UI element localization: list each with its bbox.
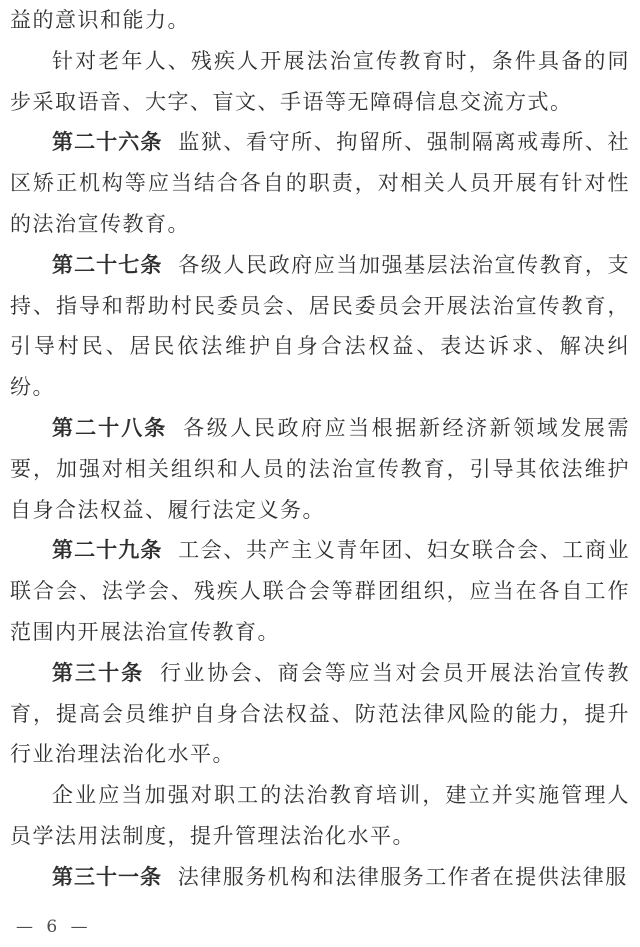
- article-paragraph: [10, 857, 630, 898]
- body-paragraph: [10, 41, 630, 123]
- paragraph-text: 各级人民政府应当根据新经济新领域发展需要，加强对相关组织和人员的法治宣传教育，引导其依法维护自身合法权益、履行法定义务。: [10, 415, 631, 522]
- paragraph-text: 各级人民政府应当加强基层法治宣传教育，支持、指导和帮助村民委员会、居民委员会开展法治宣传教育，引导村民、居民依法维护自身合法权益、表达诉求、解决纠纷。: [10, 252, 630, 400]
- paragraph-text: 工会、共产主义青年团、妇女联合会、工商业联合会、法学会、残疾人联合会等群团组织，应当在各自工作范围内开展法治宣传教育。: [10, 538, 630, 644]
- article-number: 第二十九条: [52, 538, 163, 563]
- continuation-paragraph: [10, 0, 630, 41]
- article-number: 第三十一条: [52, 864, 162, 889]
- article-paragraph: [10, 408, 630, 530]
- article-number: 第二十六条: [52, 130, 163, 155]
- article-number: 第三十条: [52, 660, 145, 685]
- article-paragraph: [10, 653, 630, 775]
- article-paragraph: [10, 122, 630, 244]
- article-paragraph: [10, 530, 630, 652]
- article-number: 第二十七条: [52, 252, 163, 277]
- article-paragraph: [10, 245, 630, 408]
- body-paragraph: [10, 775, 630, 857]
- paragraph-text: 益的意识和能力。: [10, 8, 190, 32]
- article-number: 第二十八条: [52, 415, 168, 440]
- paragraph-text: 企业应当加强对职工的法治教育培训，建立并实施管理人员学法用法制度，提升管理法治化水平。: [10, 783, 630, 848]
- paragraph-text: 针对老年人、残疾人开展法治宣传教育时，条件具备的同步采取语音、大字、盲文、手语等无障碍信息交流方式。: [10, 48, 630, 114]
- page-number: — 6 —: [16, 917, 92, 937]
- paragraph-text: 监狱、看守所、拘留所、强制隔离戒毒所、社区矫正机构等应当结合各自的职责，对相关人员开展有针对性的法治宣传教育。: [10, 130, 630, 236]
- page-footer: [16, 917, 624, 941]
- paragraph-text: 行业协会、商会等应当对会员开展法治宣传教育，提高会员维护自身合法权益、防范法律风险的能力，提升行业治理法治化水平。: [10, 660, 630, 767]
- paragraph-text: 法律服务机构和法律服务工作者在提供法律服: [177, 864, 628, 889]
